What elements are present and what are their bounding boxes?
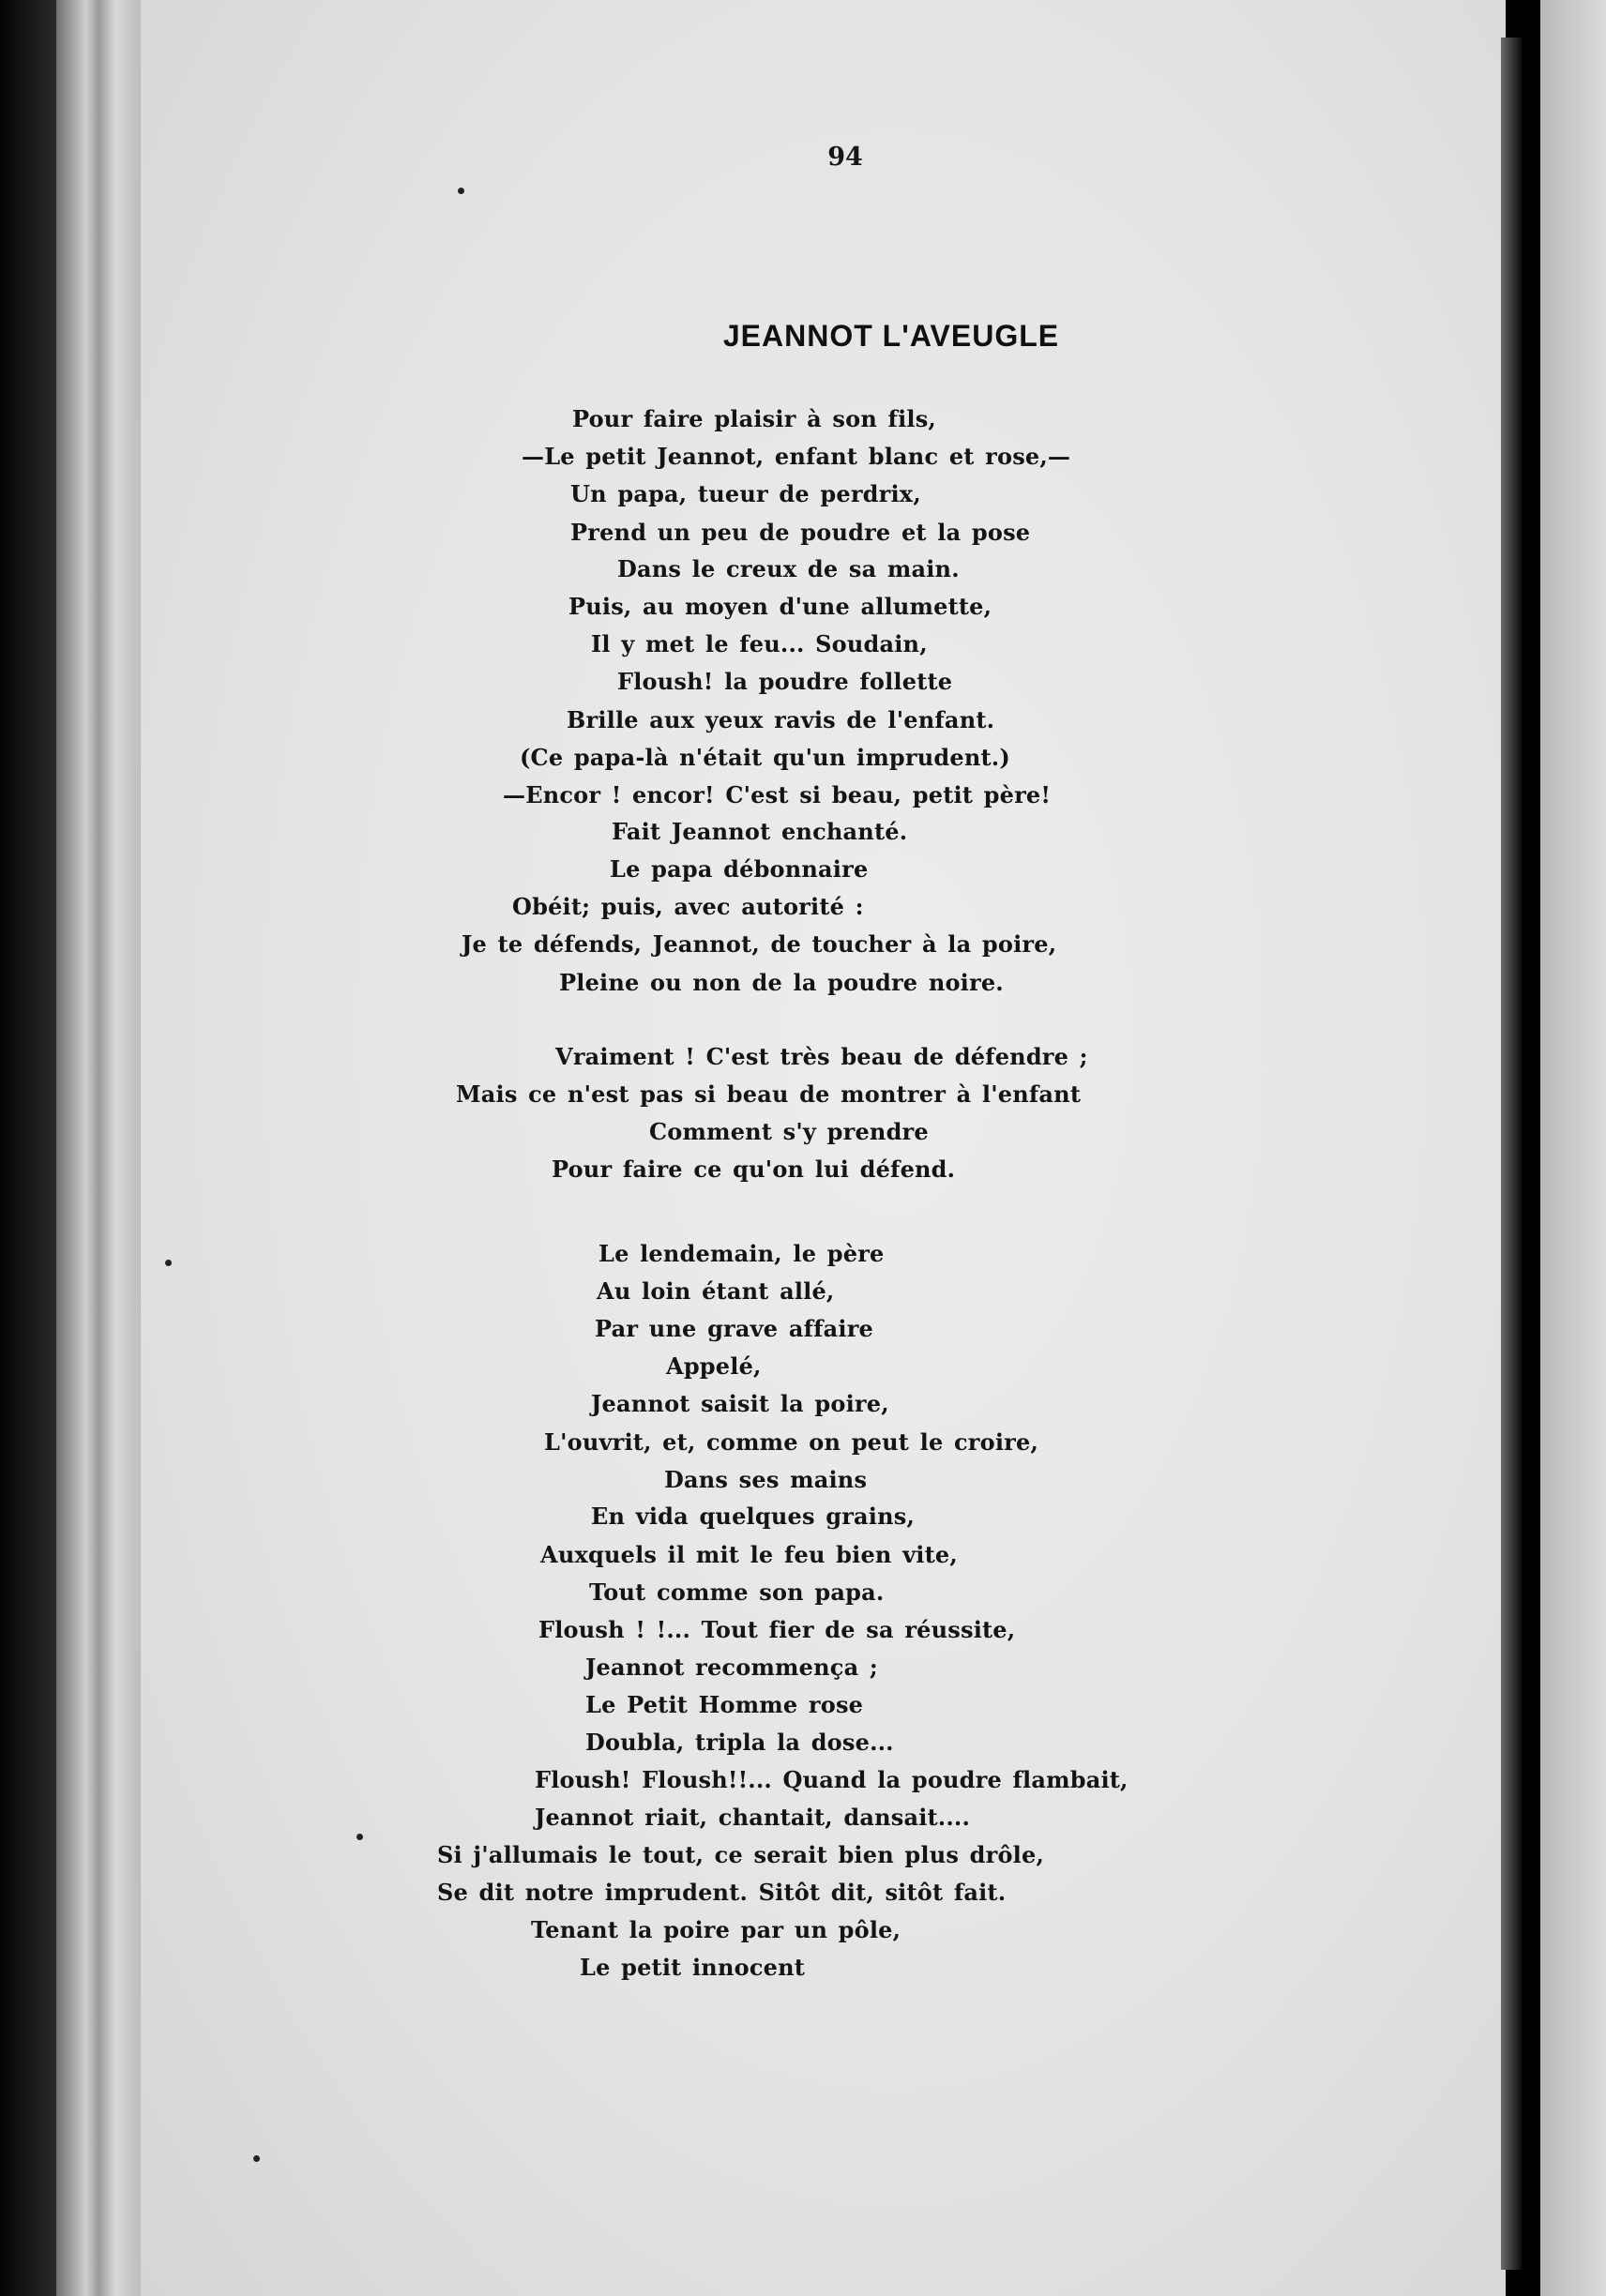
poem-line: Le lendemain, le père: [598, 1240, 885, 1267]
poem-title: JEANNOT L'AVEUGLE: [722, 319, 1060, 353]
poem-line: Floush! la poudre follette: [617, 668, 953, 695]
poem-line: Doubla, tripla la dose...: [585, 1729, 894, 1756]
poem-line: Auxquels il mit le feu bien vite,: [540, 1541, 958, 1568]
page-number: 94: [827, 143, 863, 172]
poem-line: Mais ce n'est pas si beau de montrer à l'enfant: [456, 1080, 1082, 1108]
poem-line: Jeannot recommença ;: [585, 1654, 878, 1681]
poem-line: En vida quelques grains,: [591, 1503, 916, 1530]
poem-line: Au loin étant allé,: [597, 1277, 835, 1305]
poem-line: Dans ses mains: [664, 1466, 868, 1493]
poem-line: Puis, au moyen d'une allumette,: [568, 593, 992, 620]
poem-line: Si j'allumais le tout, ce serait bien plus drôle,: [437, 1841, 1045, 1868]
poem-line: Prend un peu de poudre et la pose: [570, 519, 1031, 546]
poem-line: Obéit; puis, avec autorité :: [512, 893, 864, 920]
poem-line: Floush! Floush!!... Quand la poudre flambait,: [535, 1766, 1129, 1793]
poem-line: Je te défends, Jeannot, de toucher à la poire,: [462, 930, 1057, 958]
poem-line: Vraiment ! C'est très beau de défendre ;: [555, 1043, 1088, 1070]
poem-line: —Encor ! encor! C'est si beau, petit père!: [503, 781, 1052, 808]
poem-line: Pour faire ce qu'on lui défend.: [552, 1156, 956, 1183]
poem-line: Comment s'y prendre: [649, 1118, 929, 1145]
poem-line: Pleine ou non de la poudre noire.: [559, 969, 1004, 996]
poem-line: Le Petit Homme rose: [585, 1691, 864, 1718]
poem-line: Fait Jeannot enchanté.: [612, 818, 908, 845]
poem-line: Par une grave affaire: [595, 1315, 874, 1342]
poem-line: (Ce papa-là n'était qu'un imprudent.): [520, 744, 1010, 771]
poem-line: Pour faire plaisir à son fils,: [572, 405, 936, 432]
poem-line: Tenant la poire par un pôle,: [531, 1916, 901, 1943]
poem-line: Se dit notre imprudent. Sitôt dit, sitôt fait.: [437, 1879, 1007, 1906]
poem-line: Il y met le feu... Soudain,: [591, 630, 928, 657]
poem-line: Le papa débonnaire: [610, 855, 869, 883]
poem-line: Brille aux yeux ravis de l'enfant.: [567, 706, 995, 733]
poem-line: Floush ! !... Tout fier de sa réussite,: [538, 1616, 1016, 1643]
poem-line: Tout comme son papa.: [589, 1578, 885, 1606]
poem-line: Un papa, tueur de perdrix,: [570, 480, 921, 507]
poem-line: Jeannot riait, chantait, dansait....: [535, 1804, 971, 1831]
poem-line: Le petit innocent: [580, 1954, 806, 1981]
poem-line: L'ouvrit, et, comme on peut le croire,: [544, 1428, 1039, 1456]
poem-line: Jeannot saisit la poire,: [591, 1390, 889, 1417]
poem-line: —Le petit Jeannot, enfant blanc et rose,—: [522, 443, 1071, 470]
poem-line: Dans le creux de sa main.: [617, 555, 960, 582]
poem-line: Appelé,: [666, 1352, 762, 1380]
